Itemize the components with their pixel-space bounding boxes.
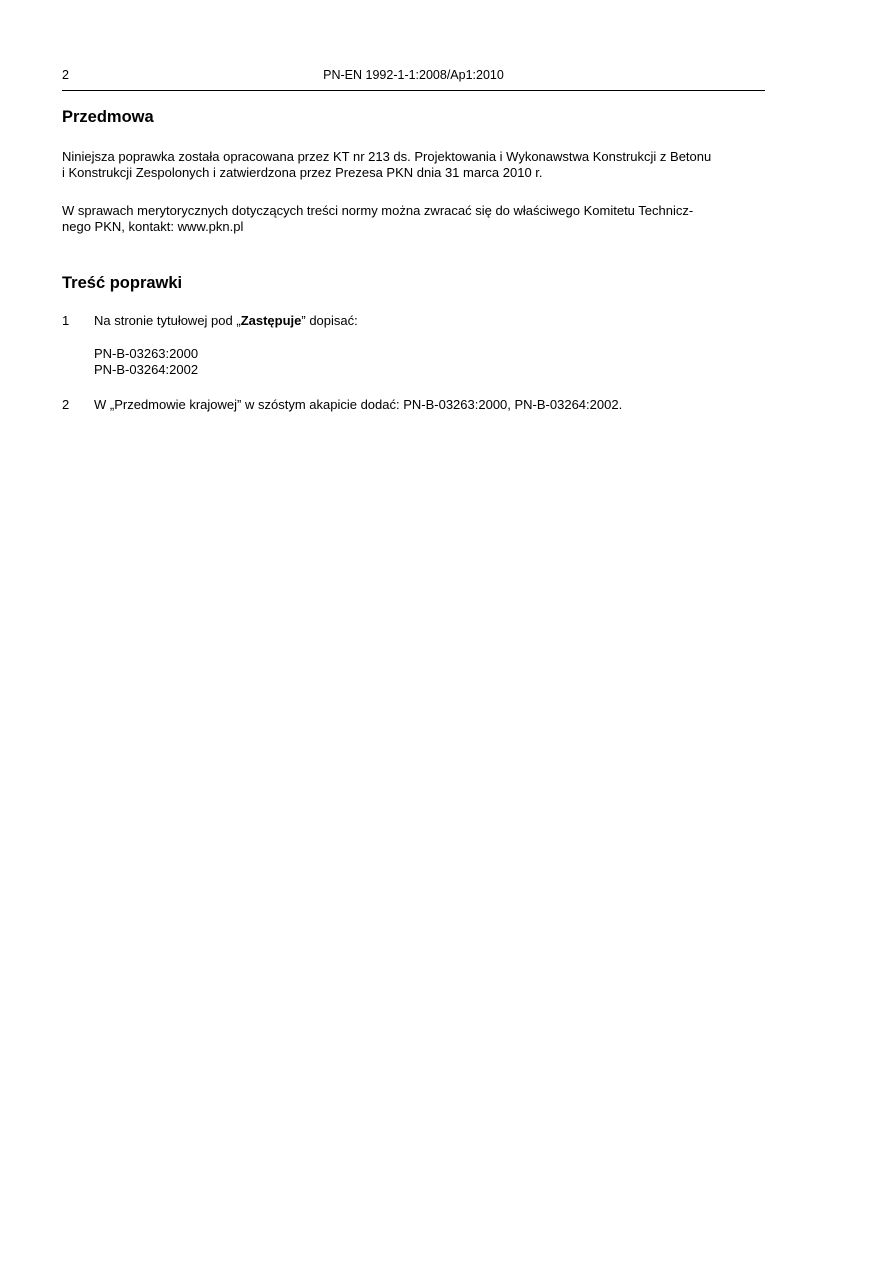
amendment-item-1-text [94, 313, 358, 328]
preface-paragraph-1-line-1: Niniejsza poprawka została opracowana przez KT nr 213 ds. Projektowania i Wykonawstwa Konstrukcji z Betonu [62, 149, 712, 164]
amendment-item-2-text: W „Przedmowie krajowej” w szóstym akapicie dodać: PN-B-03263:2000, PN-B-03264:2002. [94, 397, 623, 412]
preface-paragraph-2-line-2: nego PKN, kontakt: www.pkn.pl [62, 219, 244, 234]
preface-paragraph-1-line-2: i Konstrukcji Zespolonych i zatwierdzona przez Prezesa PKN dnia 31 marca 2010 r. [62, 165, 543, 180]
amendment-item-1-number: 1 [62, 313, 70, 328]
document-id: PN-EN 1992-1-1:2008/Ap1:2010 [323, 68, 504, 82]
preface-heading: Przedmowa [62, 108, 154, 126]
header-rule [62, 90, 765, 91]
standard-ref: PN-B-03263:2000 [94, 346, 199, 361]
preface-paragraph-2-line-1: W sprawach merytorycznych dotyczących treści normy można zwracać się do właściwego Komitetu Technicz- [62, 203, 694, 218]
standard-ref: PN-B-03264:2002 [94, 362, 199, 377]
amendment-item-1-text-before: Na stronie tytułowej pod „ [94, 313, 241, 328]
page-number: 2 [62, 68, 69, 82]
amendment-item-2-number: 2 [62, 397, 70, 412]
amendment-item-1-text-after: ” dopisać: [301, 313, 358, 328]
amendment-item-1-standards [94, 346, 198, 378]
amendment-heading: Treść poprawki [62, 274, 183, 292]
preface-paragraph-2 [62, 203, 772, 235]
preface-paragraph-1 [62, 149, 772, 181]
amendment-item-1-text-bold: Zastępuje [240, 313, 302, 328]
